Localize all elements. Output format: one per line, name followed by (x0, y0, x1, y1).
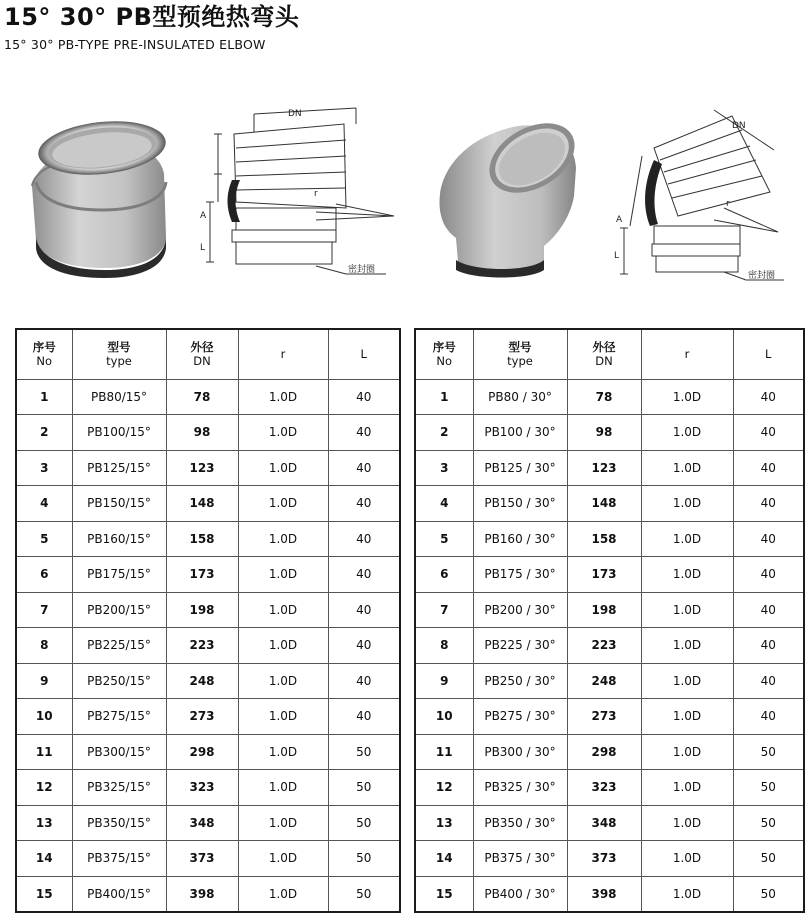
cell-no: 15 (415, 876, 473, 912)
table-row (16, 415, 400, 451)
cell-type: PB350/15° (72, 805, 166, 841)
cell-no: 4 (16, 486, 72, 522)
cell-l: 40 (328, 592, 400, 628)
cell-type: PB100 / 30° (473, 415, 567, 451)
cell-no: 7 (415, 592, 473, 628)
elbow-30-drawing (614, 108, 794, 288)
cell-r: 1.0D (238, 841, 328, 877)
cell-r: 1.0D (238, 805, 328, 841)
col-header-dn: 外径 DN (567, 329, 641, 379)
a-dim-label: A (200, 211, 207, 221)
table-row (415, 521, 804, 557)
cell-type: PB225/15° (72, 628, 166, 664)
cell-r: 1.0D (641, 557, 733, 593)
table-row (16, 592, 400, 628)
cell-no: 12 (415, 770, 473, 806)
cell-type: PB225 / 30° (473, 628, 567, 664)
cell-type: PB80 / 30° (473, 379, 567, 415)
cell-r: 1.0D (641, 450, 733, 486)
cell-dn: 348 (166, 805, 238, 841)
cell-no: 15 (16, 876, 72, 912)
cell-no: 6 (415, 557, 473, 593)
cell-r: 1.0D (238, 699, 328, 735)
cell-r: 1.0D (641, 699, 733, 735)
cell-r: 1.0D (238, 486, 328, 522)
page-title: 15° 30° PB型预绝热弯头 (4, 3, 300, 31)
spec-table-15 (15, 328, 401, 913)
cell-dn: 148 (166, 486, 238, 522)
cell-dn: 298 (166, 734, 238, 770)
table-row (16, 876, 400, 912)
cell-r: 1.0D (641, 770, 733, 806)
cell-dn: 173 (567, 557, 641, 593)
cell-no: 10 (415, 699, 473, 735)
cell-type: PB175/15° (72, 557, 166, 593)
cell-type: PB325/15° (72, 770, 166, 806)
table-row (415, 734, 804, 770)
cell-dn: 323 (166, 770, 238, 806)
r-dim-label: r (726, 199, 730, 209)
cell-type: PB175 / 30° (473, 557, 567, 593)
cell-dn: 248 (567, 663, 641, 699)
cell-l: 50 (328, 841, 400, 877)
cell-l: 40 (328, 379, 400, 415)
cell-dn: 158 (567, 521, 641, 557)
cell-r: 1.0D (641, 841, 733, 877)
cell-l: 40 (733, 699, 804, 735)
cell-l: 40 (328, 486, 400, 522)
cell-l: 50 (328, 734, 400, 770)
cell-dn: 298 (567, 734, 641, 770)
table-row (415, 592, 804, 628)
cell-r: 1.0D (641, 805, 733, 841)
cell-type: PB350 / 30° (473, 805, 567, 841)
cell-r: 1.0D (238, 521, 328, 557)
cell-dn: 223 (166, 628, 238, 664)
cell-l: 40 (733, 521, 804, 557)
elbow-30-photo (434, 112, 584, 282)
cell-type: PB375/15° (72, 841, 166, 877)
cell-type: PB375 / 30° (473, 841, 567, 877)
table-row (415, 628, 804, 664)
cell-dn: 198 (567, 592, 641, 628)
cell-no: 2 (16, 415, 72, 451)
page-subtitle: 15° 30° PB-TYPE PRE-INSULATED ELBOW (4, 37, 266, 52)
cell-r: 1.0D (641, 734, 733, 770)
cell-no: 8 (415, 628, 473, 664)
cell-l: 50 (328, 770, 400, 806)
cell-l: 40 (733, 628, 804, 664)
cell-dn: 373 (567, 841, 641, 877)
cell-type: PB275/15° (72, 699, 166, 735)
cell-no: 14 (415, 841, 473, 877)
table-row (415, 415, 804, 451)
cell-type: PB300 / 30° (473, 734, 567, 770)
cell-type: PB150 / 30° (473, 486, 567, 522)
cell-dn: 198 (166, 592, 238, 628)
cell-dn: 78 (567, 379, 641, 415)
cell-no: 10 (16, 699, 72, 735)
col-header-l: L (328, 329, 400, 379)
col-header-r: r (641, 329, 733, 379)
cell-no: 8 (16, 628, 72, 664)
table-row (415, 699, 804, 735)
cell-no: 9 (16, 663, 72, 699)
table-row (415, 663, 804, 699)
cell-r: 1.0D (238, 450, 328, 486)
cell-type: PB80/15° (72, 379, 166, 415)
elbow-15-photo (18, 108, 178, 280)
r-dim-label: r (314, 189, 318, 199)
cell-type: PB200 / 30° (473, 592, 567, 628)
cell-dn: 173 (166, 557, 238, 593)
cell-l: 40 (733, 486, 804, 522)
cell-l: 50 (733, 734, 804, 770)
cell-no: 7 (16, 592, 72, 628)
cell-l: 50 (733, 770, 804, 806)
cell-r: 1.0D (641, 876, 733, 912)
cell-no: 12 (16, 770, 72, 806)
seal-ring-callout: 密封圈 (348, 265, 376, 275)
spec-table-30 (414, 328, 805, 913)
table-body (415, 379, 804, 912)
l-dim-label: L (200, 243, 206, 253)
cell-dn: 123 (166, 450, 238, 486)
cell-r: 1.0D (238, 770, 328, 806)
cell-l: 50 (733, 805, 804, 841)
table-row (16, 734, 400, 770)
table-row (16, 379, 400, 415)
cell-type: PB200/15° (72, 592, 166, 628)
cell-l: 40 (733, 450, 804, 486)
cell-type: PB125 / 30° (473, 450, 567, 486)
cell-no: 9 (415, 663, 473, 699)
cell-no: 11 (16, 734, 72, 770)
table-row (16, 628, 400, 664)
table-row (16, 770, 400, 806)
cell-dn: 248 (166, 663, 238, 699)
cell-no: 14 (16, 841, 72, 877)
cell-type: PB250 / 30° (473, 663, 567, 699)
col-header-type: 型号 type (72, 329, 166, 379)
cell-l: 40 (328, 415, 400, 451)
cell-type: PB325 / 30° (473, 770, 567, 806)
table-row (16, 450, 400, 486)
table-row (16, 699, 400, 735)
cell-type: PB125/15° (72, 450, 166, 486)
table-row (16, 486, 400, 522)
seal-ring-callout: 密封圈 (748, 271, 776, 281)
cell-r: 1.0D (641, 592, 733, 628)
cell-l: 40 (733, 415, 804, 451)
cell-type: PB300/15° (72, 734, 166, 770)
table-row (16, 663, 400, 699)
cell-r: 1.0D (641, 663, 733, 699)
cell-dn: 273 (567, 699, 641, 735)
cell-type: PB275 / 30° (473, 699, 567, 735)
cell-no: 5 (16, 521, 72, 557)
cell-type: PB400/15° (72, 876, 166, 912)
table-header-row (415, 329, 804, 379)
cell-l: 40 (733, 379, 804, 415)
cell-dn: 158 (166, 521, 238, 557)
col-header-r: r (238, 329, 328, 379)
cell-l: 40 (733, 557, 804, 593)
elbow-15-drawing (196, 104, 406, 286)
l-dim-label: L (614, 251, 620, 261)
cell-type: PB150/15° (72, 486, 166, 522)
cell-type: PB100/15° (72, 415, 166, 451)
table-body (16, 379, 400, 912)
cell-l: 50 (733, 876, 804, 912)
cell-dn: 98 (166, 415, 238, 451)
table-row (16, 805, 400, 841)
cell-l: 50 (328, 876, 400, 912)
table-row (415, 557, 804, 593)
cell-no: 1 (415, 379, 473, 415)
cell-type: PB250/15° (72, 663, 166, 699)
cell-no: 1 (16, 379, 72, 415)
cell-l: 50 (733, 841, 804, 877)
cell-type: PB160 / 30° (473, 521, 567, 557)
dn-dim-label: DN (732, 121, 746, 131)
cell-no: 13 (415, 805, 473, 841)
cell-dn: 373 (166, 841, 238, 877)
cell-no: 4 (415, 486, 473, 522)
cell-l: 40 (733, 592, 804, 628)
cell-no: 6 (16, 557, 72, 593)
table-row (16, 557, 400, 593)
cell-l: 40 (733, 663, 804, 699)
cell-no: 2 (415, 415, 473, 451)
table-row (415, 379, 804, 415)
cell-l: 40 (328, 557, 400, 593)
cell-dn: 123 (567, 450, 641, 486)
col-header-dn: 外径 DN (166, 329, 238, 379)
cell-r: 1.0D (238, 415, 328, 451)
table-row (415, 876, 804, 912)
table-row (415, 486, 804, 522)
cell-dn: 78 (166, 379, 238, 415)
cell-r: 1.0D (238, 734, 328, 770)
dn-dim-label: DN (288, 109, 302, 119)
cell-dn: 323 (567, 770, 641, 806)
cell-r: 1.0D (641, 486, 733, 522)
cell-r: 1.0D (641, 521, 733, 557)
cell-l: 40 (328, 628, 400, 664)
cell-no: 11 (415, 734, 473, 770)
cell-r: 1.0D (641, 379, 733, 415)
cell-r: 1.0D (238, 557, 328, 593)
cell-no: 3 (16, 450, 72, 486)
table-row (415, 841, 804, 877)
cell-dn: 273 (166, 699, 238, 735)
cell-dn: 398 (567, 876, 641, 912)
table-row (16, 521, 400, 557)
cell-l: 50 (328, 805, 400, 841)
cell-r: 1.0D (238, 628, 328, 664)
table-row (16, 841, 400, 877)
cell-no: 3 (415, 450, 473, 486)
cell-type: PB400 / 30° (473, 876, 567, 912)
cell-r: 1.0D (238, 379, 328, 415)
col-header-type: 型号 type (473, 329, 567, 379)
col-header-l: L (733, 329, 804, 379)
cell-l: 40 (328, 699, 400, 735)
table-header-row (16, 329, 400, 379)
cell-no: 5 (415, 521, 473, 557)
cell-l: 40 (328, 521, 400, 557)
table-row (415, 770, 804, 806)
cell-no: 13 (16, 805, 72, 841)
cell-dn: 398 (166, 876, 238, 912)
cell-r: 1.0D (238, 663, 328, 699)
cell-r: 1.0D (641, 628, 733, 664)
cell-dn: 148 (567, 486, 641, 522)
cell-l: 40 (328, 450, 400, 486)
cell-type: PB160/15° (72, 521, 166, 557)
table-row (415, 805, 804, 841)
cell-r: 1.0D (238, 876, 328, 912)
cell-r: 1.0D (238, 592, 328, 628)
table-row (415, 450, 804, 486)
cell-l: 40 (328, 663, 400, 699)
cell-dn: 223 (567, 628, 641, 664)
cell-r: 1.0D (641, 415, 733, 451)
col-header-no: 序号 No (16, 329, 72, 379)
cell-dn: 98 (567, 415, 641, 451)
col-header-no: 序号 No (415, 329, 473, 379)
cell-dn: 348 (567, 805, 641, 841)
a-dim-label: A (616, 215, 623, 225)
